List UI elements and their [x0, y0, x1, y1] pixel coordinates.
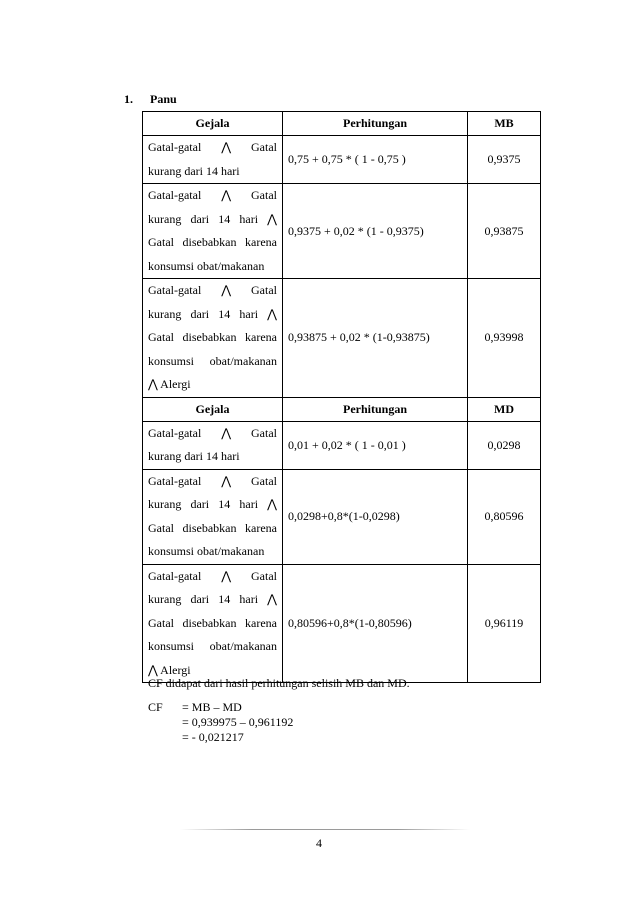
cf-label: CF: [148, 700, 163, 714]
gejala-line: konsumsi obat/makanan: [148, 258, 265, 273]
gejala-line: Gatal disebabkan karena: [148, 520, 277, 535]
column-header: MD: [468, 397, 541, 421]
column-header: Gejala: [143, 397, 283, 421]
calculation-cell: 0,75 + 0,75 * ( 1 - 0,75 ): [283, 136, 468, 184]
gejala-line: Gatal-gatal ⋀ Gatal: [148, 425, 277, 440]
gejala-line: Gatal-gatal ⋀ Gatal: [148, 140, 277, 154]
gejala-line: kurang dari 14 hari ⋀: [148, 592, 277, 606]
gejala-line: Gatal disebabkan karena: [148, 615, 277, 630]
gejala-line: Gatal disebabkan karena: [148, 235, 277, 249]
gejala-line: Gatal disebabkan karena: [148, 330, 277, 344]
column-header: Perhitungan: [283, 397, 468, 421]
gejala-line: ⋀ Alergi: [148, 662, 191, 677]
value-cell: 0,0298: [468, 421, 541, 469]
cf-line: = - 0,021217: [182, 730, 244, 744]
calculation-cell: 0,9375 + 0,02 * (1 - 0,9375): [283, 184, 468, 279]
column-header: Gejala: [143, 112, 283, 136]
gejala-cell: [143, 279, 283, 398]
section-number: 1.: [124, 92, 133, 106]
mb-md-table: [142, 111, 541, 683]
cf-equations: [182, 700, 293, 745]
value-cell: 0,93998: [468, 279, 541, 398]
gejala-line: kurang dari 14 hari: [148, 163, 240, 178]
gejala-line: ⋀ Alergi: [148, 377, 191, 391]
table-header-row: [143, 112, 541, 136]
gejala-line: kurang dari 14 hari ⋀: [148, 497, 277, 511]
gejala-cell: [143, 421, 283, 469]
gejala-cell: [143, 136, 283, 184]
gejala-cell: [143, 469, 283, 564]
gejala-line: kurang dari 14 hari ⋀: [148, 211, 277, 226]
calculation-cell: 0,01 + 0,02 * ( 1 - 0,01 ): [283, 421, 468, 469]
gejala-line: konsumsi obat/makanan: [148, 639, 277, 653]
gejala-line: konsumsi obat/makanan: [148, 544, 265, 558]
gejala-line: Gatal-gatal ⋀ Gatal: [148, 283, 277, 297]
value-cell: 0,80596: [468, 469, 541, 564]
column-header: Perhitungan: [283, 112, 468, 136]
gejala-line: Gatal-gatal ⋀ Gatal: [148, 188, 277, 202]
gejala-line: Gatal-gatal ⋀ Gatal: [148, 473, 277, 488]
gejala-cell: [143, 564, 283, 683]
table-row: [143, 184, 541, 279]
section-heading: [124, 92, 177, 107]
column-header: MB: [468, 112, 541, 136]
calculation-cell: 0,80596+0,8*(1-0,80596): [283, 564, 468, 683]
table-row: [143, 564, 541, 683]
gejala-line: konsumsi obat/makanan: [148, 353, 277, 368]
value-cell: 0,93875: [468, 184, 541, 279]
gejala-cell: [143, 184, 283, 279]
calculation-cell: 0,93875 + 0,02 * (1-0,93875): [283, 279, 468, 398]
table-header-row: [143, 397, 541, 421]
value-cell: 0,9375: [468, 136, 541, 184]
table-row: [143, 136, 541, 184]
page-number: 4: [316, 836, 322, 850]
table-row: [143, 469, 541, 564]
calculation-cell: 0,0298+0,8*(1-0,0298): [283, 469, 468, 564]
cf-note: CF didapat dari hasil perhitungan selisih MB dan MD.: [148, 676, 410, 690]
cf-line: = MB – MD: [182, 700, 242, 714]
cf-line: = 0,939975 – 0,961192: [182, 715, 294, 729]
table-row: [143, 279, 541, 398]
table-row: [143, 421, 541, 469]
gejala-line: kurang dari 14 hari: [148, 449, 240, 463]
footer-divider: [180, 829, 470, 830]
value-cell: 0,96119: [468, 564, 541, 683]
gejala-line: Gatal-gatal ⋀ Gatal: [148, 568, 277, 583]
section-title: Panu: [150, 92, 177, 106]
gejala-line: kurang dari 14 hari ⋀: [148, 306, 277, 321]
